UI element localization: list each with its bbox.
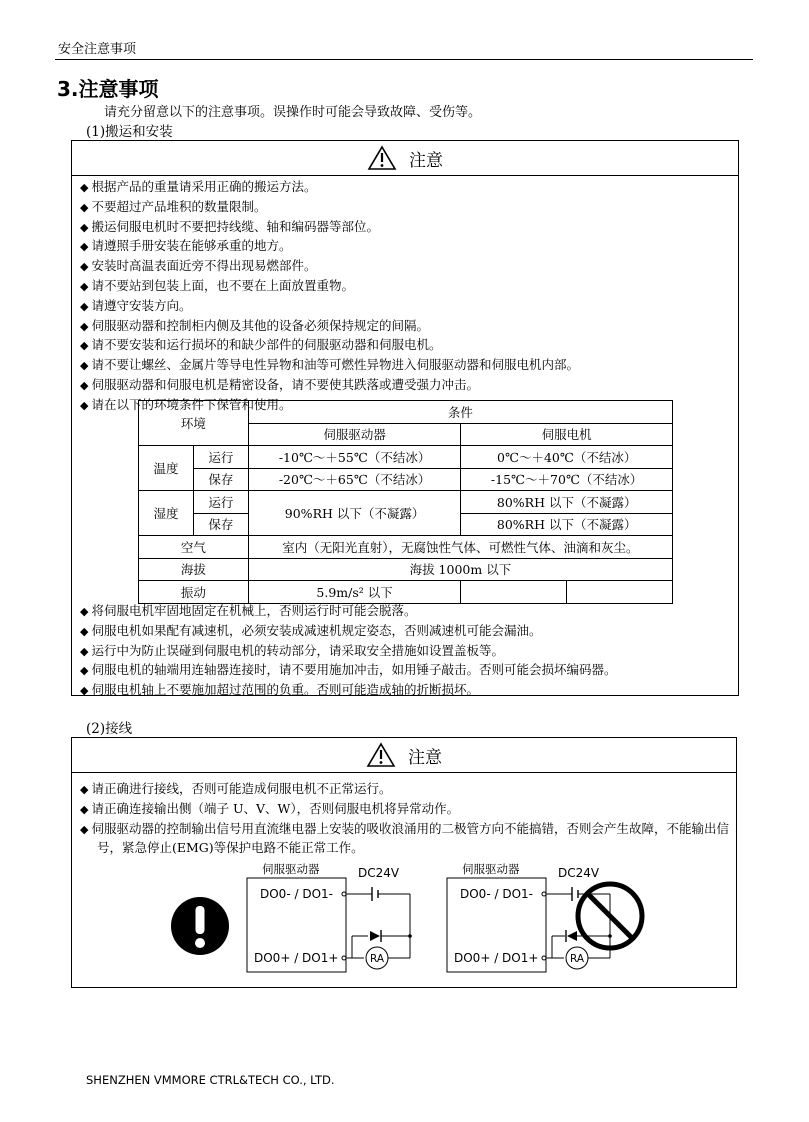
intro-text: 请充分留意以下的注意事项。误操作时可能会导致故障、受伤等。 — [104, 105, 482, 120]
list-item: ◆ 请在以下的环境条件下保管和使用。 — [80, 396, 292, 412]
do-minus-label: DO0- / DO1- — [260, 887, 333, 901]
drive-label: 伺服驱动器 — [262, 862, 320, 876]
caution-header — [72, 141, 738, 176]
cell-temp-store-motor: -15℃～＋70℃（不结冰） — [461, 468, 673, 491]
reversed-diode-icon — [567, 931, 577, 941]
page-title: 3.注意事项 — [57, 77, 159, 101]
header-divider — [55, 59, 753, 60]
warning-triangle-icon — [366, 742, 396, 768]
list-item: ◆ 请不要让螺丝、金属片等导电性异物和油等可燃性异物进入伺服驱动器和伺服电机内部。 — [80, 357, 579, 373]
cell-temp-run-motor: 0℃～＋40℃（不结冰） — [461, 446, 673, 469]
list-item: ◆ 伺服电机的轴端用连轴器连接时，请不要用施加冲击，如用锤子敲击。否则可能会损坏编码器。 — [80, 662, 617, 678]
cell-air: 室内（无阳光直射），无腐蚀性气体、可燃性气体、油滴和灰尘。 — [248, 536, 672, 559]
transport-list-bottom — [80, 602, 616, 701]
wiring-diagram-correct — [246, 860, 426, 978]
bullet-diamond-icon: ◆ — [80, 181, 89, 194]
bullet-diamond-icon: ◆ — [80, 299, 89, 313]
row-label-temperature: 温度 — [139, 446, 194, 491]
list-item: ◆ 不要超过产品堆积的数量限制。 — [80, 198, 267, 214]
do-plus-label: DO0+ / DO1+ — [454, 951, 539, 965]
bullet-diamond-icon: ◆ — [80, 200, 89, 214]
bullet-diamond-icon: ◆ — [80, 802, 89, 816]
bullet-diamond-icon: ◆ — [80, 624, 89, 638]
bullet-diamond-icon: ◆ — [80, 359, 89, 373]
cell-vibration: 5.9m/s² 以下 — [248, 581, 461, 604]
list-item: ◆ 根据产品的重量请采用正确的搬运方法。 — [80, 179, 317, 194]
list-item: ◆ 伺服驱动器的控制输出信号用直流继电器上安装的吸收浪涌用的二极管方向不能搞错，否则会产生故障，不能输出信号，紧急停止(EMG)等保护电路不能正常工作。 — [80, 820, 729, 856]
list-item: ◆ 请不要站到包装上面，也不要在上面放置重物。 — [80, 277, 354, 293]
cell-temp-run-drive: -10℃～＋55℃（不结冰） — [248, 446, 461, 469]
bullet-diamond-icon: ◆ — [80, 664, 89, 678]
list-item: ◆ 请遵照手册安装在能够承重的地方。 — [80, 238, 292, 254]
row-label-run: 运行 — [193, 446, 248, 469]
drive-label: 伺服驱动器 — [462, 862, 520, 876]
caution-label: 注意 — [409, 150, 443, 171]
wiring-diagram-incorrect — [446, 860, 646, 978]
bullet-diamond-icon: ◆ — [80, 279, 89, 293]
dc24v-label: DC24V — [358, 866, 400, 880]
header-env: 环境 — [139, 401, 249, 446]
relay-label: RA — [569, 953, 585, 965]
bullet-diamond-icon: ◆ — [80, 822, 89, 836]
cell-temp-store-drive: -20℃～＋65℃（不结冰） — [248, 468, 461, 491]
mandatory-action-icon — [169, 895, 231, 957]
bullet-diamond-icon: ◆ — [80, 260, 89, 274]
list-item: ◆ 请正确连接输出侧（端子 U、V、W），否则伺服电机将异常动作。 — [80, 800, 460, 816]
diode-icon — [370, 931, 380, 941]
row-label-run: 运行 — [193, 491, 248, 514]
row-label-vibration: 振动 — [139, 581, 249, 604]
bullet-diamond-icon: ◆ — [80, 319, 89, 333]
section2-heading: (2)接线 — [86, 721, 133, 737]
list-item: ◆ 将伺服电机牢固地固定在机械上，否则运行时可能会脱落。 — [80, 603, 417, 618]
wiring-list — [80, 780, 747, 858]
list-item: ◆ 伺服电机如果配有减速机，必须安装成减速机规定姿态，否则减速机可能会漏油。 — [80, 622, 542, 638]
environment-table — [138, 400, 673, 604]
bullet-diamond-icon: ◆ — [80, 605, 89, 618]
cell-empty — [567, 581, 673, 604]
caution-header — [72, 738, 736, 773]
warning-triangle-icon — [367, 145, 397, 171]
footer-company: SHENZHEN VMMORE CTRL&TECH CO., LTD. — [86, 1073, 335, 1087]
list-item: ◆ 伺服电机轴上不要施加超过范围的负重。否则可能造成轴的折断损坏。 — [80, 682, 479, 698]
page-header-section: 安全注意事项 — [58, 42, 137, 57]
row-label-altitude: 海拔 — [139, 558, 249, 581]
list-item: ◆ 伺服驱动器和控制柜内侧及其他的设备必须保持规定的间隔。 — [80, 317, 429, 333]
bullet-diamond-icon: ◆ — [80, 240, 89, 254]
do-plus-label: DO0+ / DO1+ — [254, 951, 339, 965]
row-label-store: 保存 — [193, 513, 248, 536]
transport-list-top — [80, 178, 579, 416]
caution-label: 注意 — [408, 747, 442, 768]
row-label-store: 保存 — [193, 468, 248, 491]
cell-hum-run-motor: 80%RH 以下（不凝露） — [461, 491, 673, 514]
bullet-diamond-icon: ◆ — [80, 783, 89, 796]
bullet-diamond-icon: ◆ — [80, 644, 89, 658]
cell-empty — [461, 581, 567, 604]
bullet-diamond-icon: ◆ — [80, 378, 89, 392]
bullet-diamond-icon: ◆ — [80, 398, 89, 412]
list-item: ◆ 搬运伺服电机时不要把持线缆、轴和编码器等部位。 — [80, 218, 379, 234]
bullet-diamond-icon: ◆ — [80, 339, 89, 353]
list-item: ◆ 伺服驱动器和伺服电机是精密设备，请不要使其跌落或遭受强力冲击。 — [80, 376, 479, 392]
row-label-air: 空气 — [139, 536, 249, 559]
list-item: ◆ 运行中为防止误碰到伺服电机的转动部分，请采取安全措施如设置盖板等。 — [80, 642, 504, 658]
relay-label: RA — [369, 953, 385, 965]
cell-hum-drive: 90%RH 以下（不凝露） — [248, 491, 461, 536]
header-motor: 伺服电机 — [461, 423, 673, 446]
bullet-diamond-icon: ◆ — [80, 684, 89, 698]
header-condition: 条件 — [248, 401, 672, 424]
list-item: ◆ 请遵守安装方向。 — [80, 297, 192, 313]
list-item: ◆ 安装时高温表面近旁不得出现易燃部件。 — [80, 258, 317, 274]
list-item: ◆ 请正确进行接线，否则可能造成伺服电机不正常运行。 — [80, 781, 392, 796]
section1-heading: (1)搬运和安装 — [86, 124, 173, 140]
row-label-humidity: 湿度 — [139, 491, 194, 536]
do-minus-label: DO0- / DO1- — [460, 887, 533, 901]
list-item: ◆ 请不要安装和运行损坏的和缺少部件的伺服驱动器和伺服电机。 — [80, 337, 442, 353]
bullet-diamond-icon: ◆ — [80, 220, 89, 234]
cell-hum-store-motor: 80%RH 以下（不凝露） — [461, 513, 673, 536]
dc24v-label: DC24V — [558, 866, 600, 880]
cell-altitude: 海拔 1000m 以下 — [248, 558, 672, 581]
header-drive: 伺服驱动器 — [248, 423, 461, 446]
